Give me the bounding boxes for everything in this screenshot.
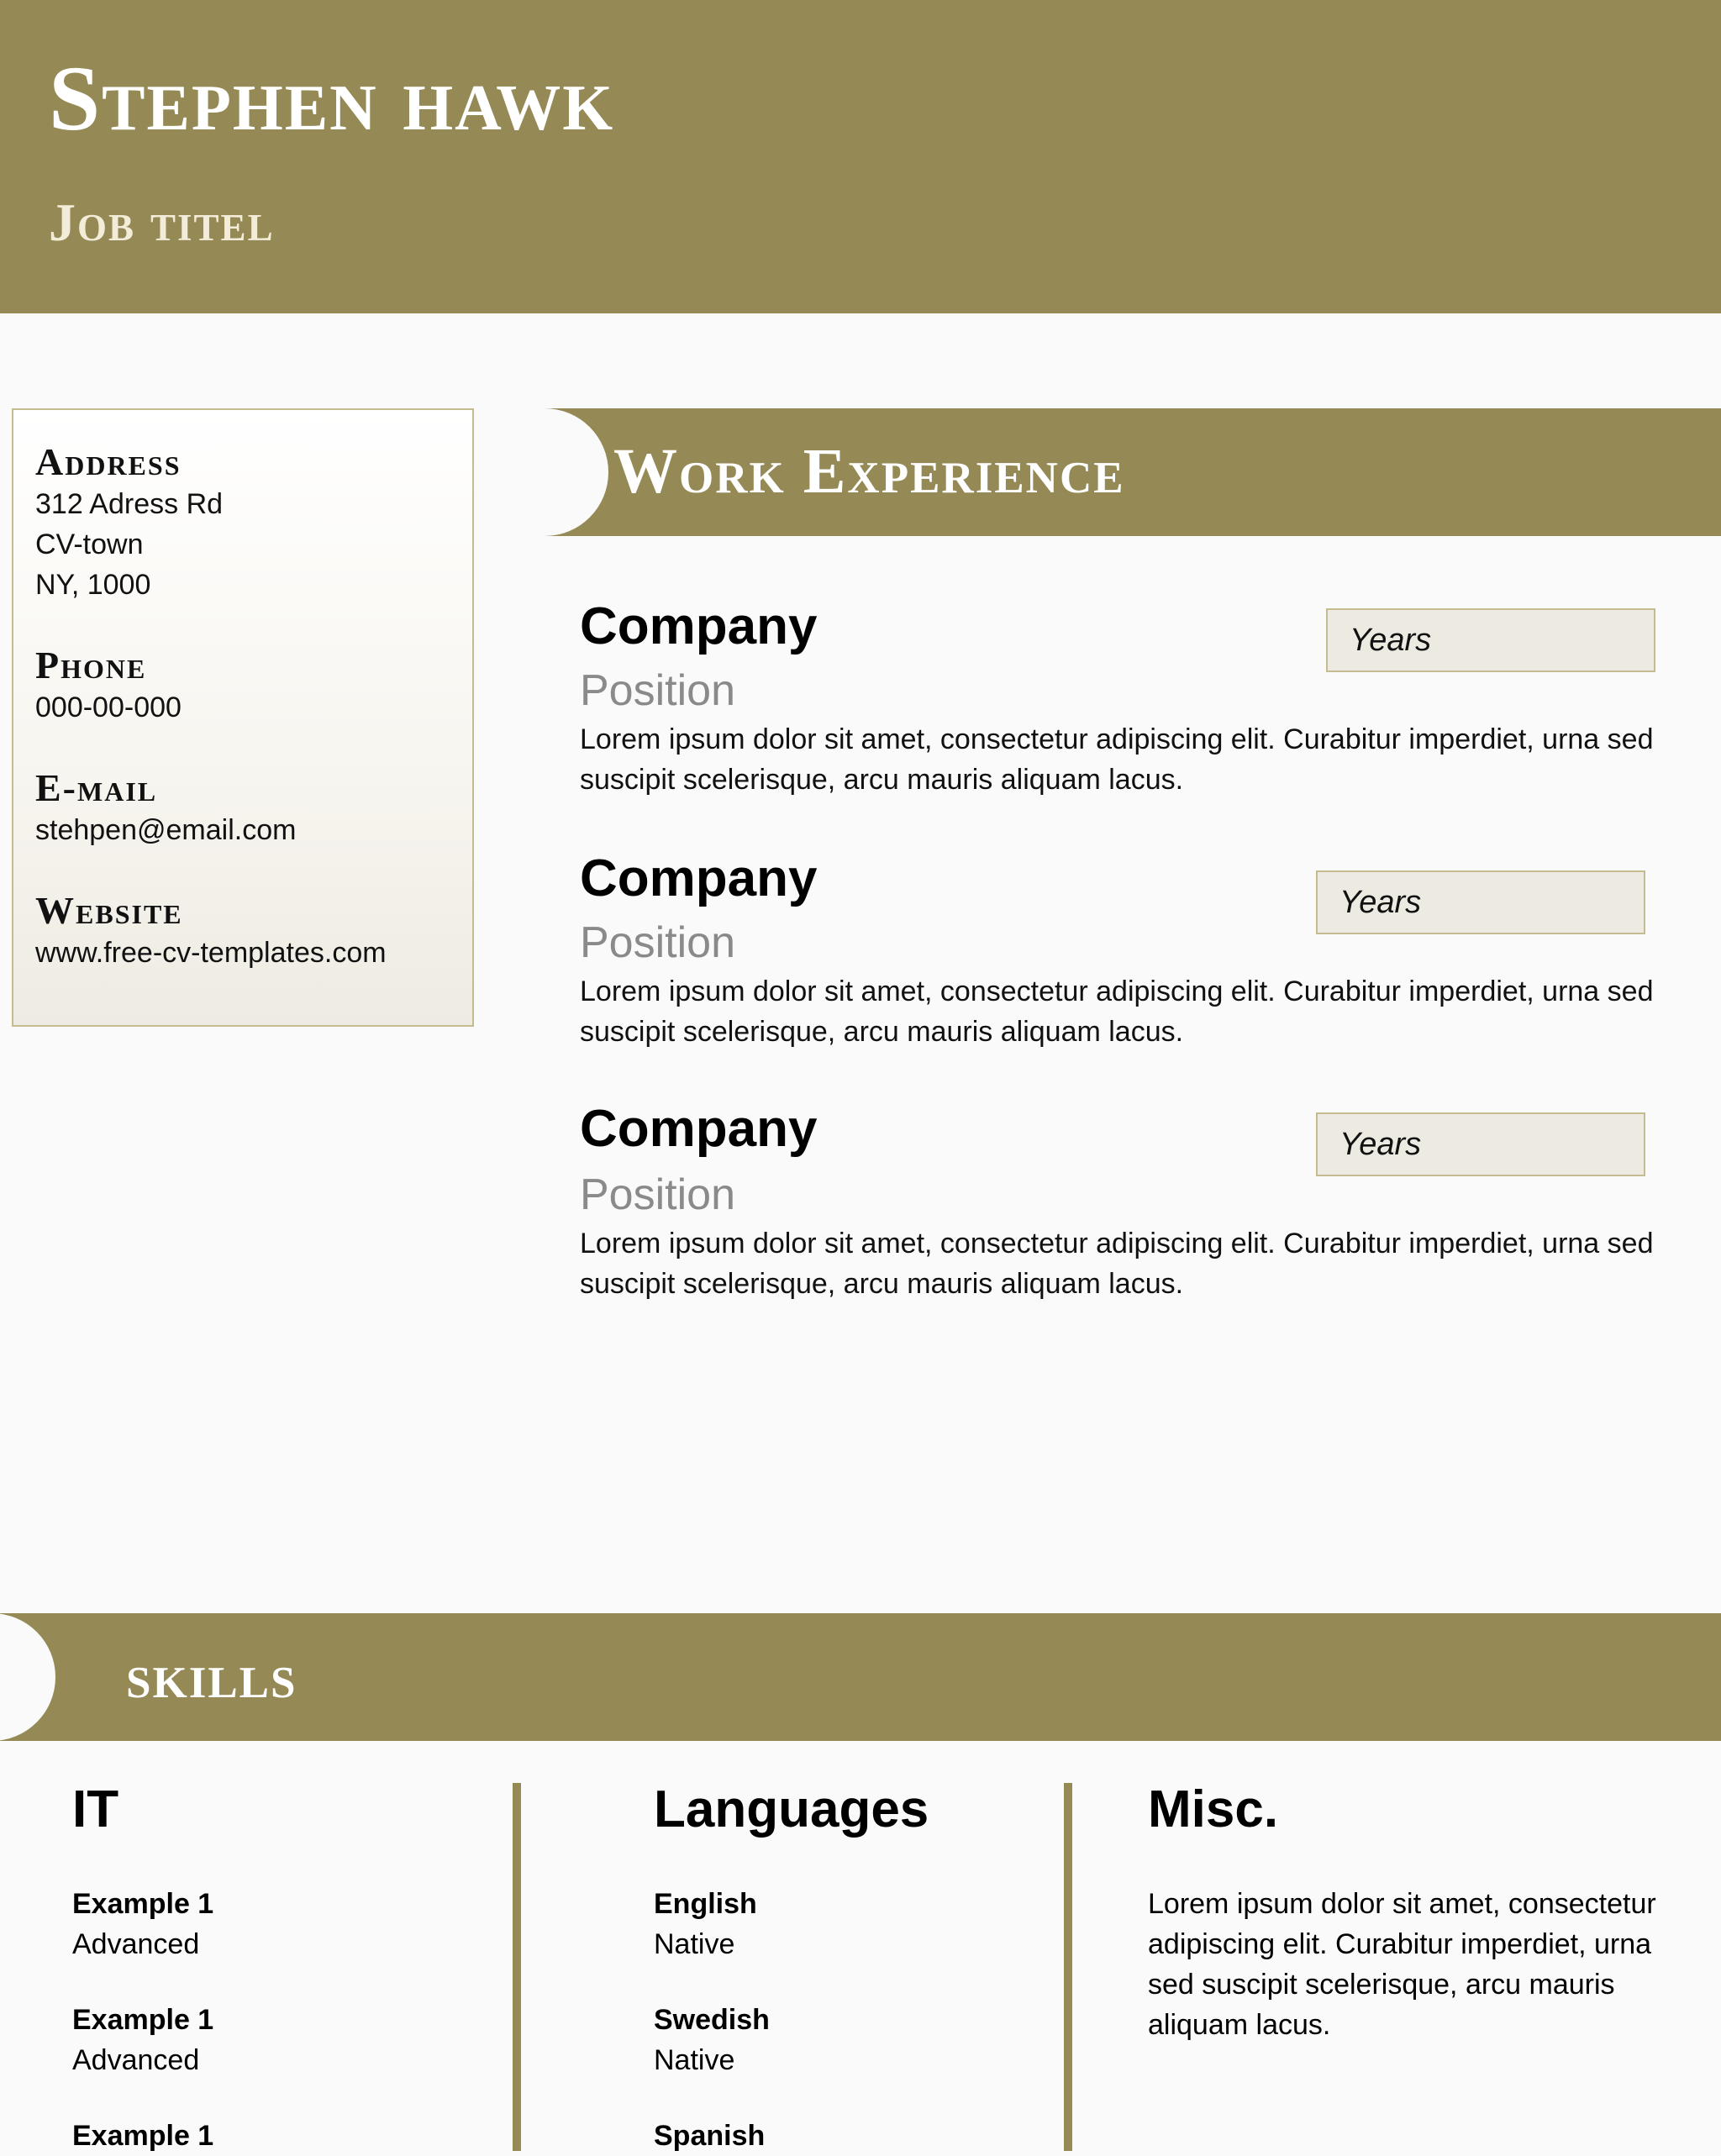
work-experience-title: Work Experience xyxy=(613,436,1125,507)
address-line: 312 Adress Rd xyxy=(35,488,224,520)
skill-name: Example 1 xyxy=(72,1888,214,1920)
website-heading: Website xyxy=(35,889,183,932)
phone-number: 000-00-000 xyxy=(35,691,182,723)
misc-text: Lorem ipsum dolor sit amet, consectetur adipiscing elit. Curabitur imperdiet, urna sed suscipit scelerisque, arcu mauris aliquam lacus. xyxy=(1148,1888,1656,2041)
it-skills-title: IT xyxy=(72,1780,119,1838)
bar-notch xyxy=(481,408,608,536)
language-name: Swedish xyxy=(654,2004,770,2036)
phone-heading: Phone xyxy=(35,644,147,686)
skills-bar xyxy=(0,1613,1721,1741)
position-title: Position xyxy=(580,1170,735,1219)
language-level: Native xyxy=(654,2044,735,2076)
contact-box xyxy=(12,408,474,1027)
skills-title: skills xyxy=(126,1641,297,1712)
job-description: Lorem ipsum dolor sit amet, consectetur adipiscing elit. Curabitur imperdiet, urna sed suscipit scelerisque, arcu mauris aliquam lacus. xyxy=(580,975,1654,1048)
address-line: CV-town xyxy=(35,528,144,560)
position-title: Position xyxy=(580,666,735,715)
column-divider xyxy=(513,1783,521,2151)
years-box: Years xyxy=(1316,870,1645,934)
bar-notch xyxy=(0,1613,55,1741)
address-line: NY, 1000 xyxy=(35,569,151,601)
language-name: Spanish xyxy=(654,2120,766,2152)
work-experience-bar xyxy=(545,408,1721,536)
misc-title: Misc. xyxy=(1148,1780,1279,1838)
company-name: Company xyxy=(580,849,818,907)
skill-level: Advanced xyxy=(72,1928,200,1960)
website-url: www.free-cv-templates.com xyxy=(35,937,387,969)
address-heading: Address xyxy=(35,440,182,483)
position-title: Position xyxy=(580,918,735,967)
language-level: Native xyxy=(654,1928,735,1960)
skill-name: Example 1 xyxy=(72,2004,214,2036)
company-name: Company xyxy=(580,1100,818,1158)
years-box: Years xyxy=(1326,608,1655,672)
languages-title: Languages xyxy=(654,1780,929,1838)
years-box: Years xyxy=(1316,1112,1645,1176)
header-banner xyxy=(0,0,1721,313)
job-title: Job titel xyxy=(49,192,275,252)
company-name: Company xyxy=(580,597,818,655)
skill-name: Example 1 xyxy=(72,2120,214,2152)
person-name: Stephen hawk xyxy=(49,47,615,150)
language-name: English xyxy=(654,1888,757,1920)
email-heading: E-mail xyxy=(35,766,158,809)
job-description: Lorem ipsum dolor sit amet, consectetur adipiscing elit. Curabitur imperdiet, urna sed suscipit scelerisque, arcu mauris aliquam lacus. xyxy=(580,723,1654,796)
email-address: stehpen@email.com xyxy=(35,814,297,846)
column-divider xyxy=(1064,1783,1072,2151)
job-description: Lorem ipsum dolor sit amet, consectetur adipiscing elit. Curabitur imperdiet, urna sed suscipit scelerisque, arcu mauris aliquam lacus. xyxy=(580,1228,1654,1300)
skill-level: Advanced xyxy=(72,2044,200,2076)
